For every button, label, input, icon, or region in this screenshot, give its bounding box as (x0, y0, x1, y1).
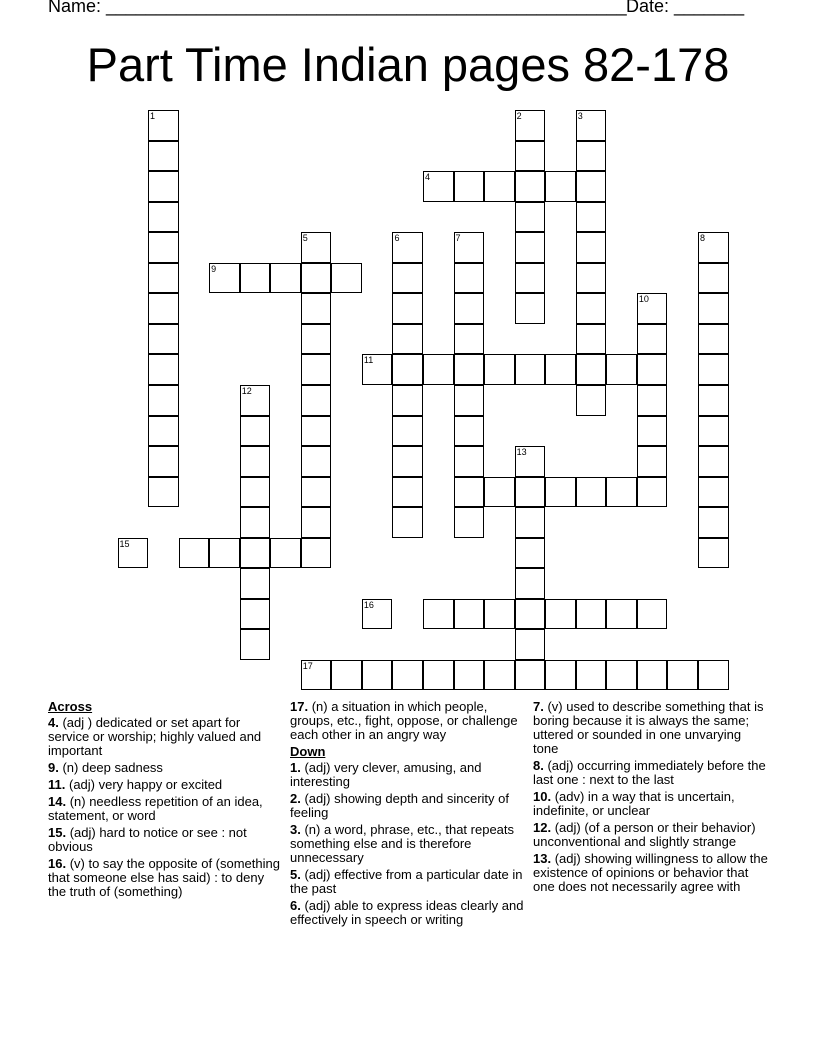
grid-cell[interactable] (392, 263, 423, 294)
across-clue (48, 826, 284, 854)
clue-number: 8 (699, 233, 705, 244)
grid-cell[interactable] (270, 538, 301, 569)
down-clue (533, 759, 769, 787)
grid-cell[interactable] (637, 416, 668, 447)
clue-text: (n) a situation in which people, groups, etc., fight, oppose, or challenge each other in an angry way (290, 699, 518, 742)
clue-text: (v) used to describe something that is boring because it is always the same; uttered or sounded in one unvarying tone (533, 699, 764, 756)
grid-cell[interactable] (637, 324, 668, 355)
grid-cell[interactable] (240, 568, 271, 599)
grid-cell[interactable] (240, 507, 271, 538)
down-clue (533, 700, 769, 756)
clue-number: 12 (241, 385, 252, 396)
grid-cell[interactable] (606, 477, 637, 508)
grid-cell-5[interactable] (301, 232, 332, 263)
name-field-label: Name: ____________________________________________________ (48, 0, 627, 16)
grid-cell[interactable] (515, 538, 546, 569)
grid-cell[interactable] (392, 446, 423, 477)
grid-cell[interactable] (637, 354, 668, 385)
clue-text: (adj) hard to notice or see : not obvious (48, 825, 247, 854)
grid-cell-6[interactable] (392, 232, 423, 263)
clue-number: 9. (48, 760, 59, 775)
across-clue (48, 857, 284, 899)
across-clue (48, 716, 284, 758)
grid-cell[interactable] (270, 263, 301, 294)
grid-cell[interactable] (484, 477, 515, 508)
grid-cell[interactable] (667, 660, 698, 691)
grid-cell[interactable] (515, 293, 546, 324)
grid-cell[interactable] (515, 263, 546, 294)
grid-cell[interactable] (392, 293, 423, 324)
across-heading: Across (48, 699, 93, 714)
grid-cell[interactable] (698, 416, 729, 447)
clue-number: 11 (363, 355, 374, 366)
down-clue (290, 899, 526, 927)
grid-cell[interactable] (423, 599, 454, 630)
grid-cell[interactable] (606, 354, 637, 385)
grid-cell[interactable] (545, 354, 576, 385)
clue-number: 3 (577, 111, 583, 121)
clue-text: (n) needless repetition of an idea, statement, or word (48, 794, 263, 823)
clue-number: 7 (455, 233, 461, 244)
grid-cell[interactable] (362, 660, 393, 691)
clue-number: 15. (48, 825, 67, 840)
grid-cell[interactable] (515, 599, 546, 630)
grid-cell[interactable] (637, 446, 668, 477)
grid-cell[interactable] (515, 232, 546, 263)
grid-cell[interactable] (698, 446, 729, 477)
grid-cell-4[interactable] (423, 171, 454, 202)
down-clue (533, 821, 769, 849)
grid-cell-3[interactable] (576, 110, 607, 141)
down-clue (290, 761, 526, 789)
clues-section (0, 700, 816, 1000)
grid-cell[interactable] (301, 385, 332, 416)
grid-cell[interactable] (392, 324, 423, 355)
clues-column-3 (533, 700, 769, 897)
grid-cell[interactable] (148, 171, 179, 202)
grid-cell-11[interactable] (362, 354, 393, 385)
clue-number: 4. (48, 715, 59, 730)
grid-cell[interactable] (148, 416, 179, 447)
grid-cell[interactable] (515, 171, 546, 202)
grid-cell[interactable] (698, 293, 729, 324)
grid-cell[interactable] (576, 171, 607, 202)
down-clue (290, 823, 526, 865)
clue-number: 10. (533, 789, 552, 804)
grid-cell[interactable] (240, 416, 271, 447)
grid-cell[interactable] (637, 599, 668, 630)
grid-cell[interactable] (698, 263, 729, 294)
clue-number: 16 (363, 599, 374, 610)
grid-cell[interactable] (240, 446, 271, 477)
clue-number: 6 (394, 233, 400, 244)
clue-text: (adj) very clever, amusing, and interesting (290, 760, 482, 789)
clue-number: 15 (119, 538, 130, 549)
grid-cell[interactable] (392, 385, 423, 416)
grid-cell[interactable] (301, 507, 332, 538)
clue-number: 13 (516, 447, 527, 458)
grid-cell[interactable] (576, 293, 607, 324)
clue-text: (adj) occurring immediately before the last one : next to the last (533, 758, 766, 787)
grid-cell-12[interactable] (240, 385, 271, 416)
clue-number: 14. (48, 794, 67, 809)
grid-cell[interactable] (179, 538, 210, 569)
grid-cell[interactable] (454, 446, 485, 477)
grid-cell[interactable] (637, 385, 668, 416)
grid-cell[interactable] (392, 477, 423, 508)
grid-cell[interactable] (331, 660, 362, 691)
grid-cell[interactable] (454, 660, 485, 691)
clue-number: 3. (290, 822, 301, 837)
grid-cell[interactable] (148, 385, 179, 416)
grid-cell[interactable] (392, 416, 423, 447)
grid-cell[interactable] (545, 477, 576, 508)
grid-cell[interactable] (331, 263, 362, 294)
grid-cell[interactable] (698, 385, 729, 416)
grid-cell-10[interactable] (637, 293, 668, 324)
grid-cell[interactable] (606, 660, 637, 691)
grid-cell[interactable] (576, 141, 607, 172)
grid-cell[interactable] (698, 354, 729, 385)
down-clue (533, 852, 769, 894)
clue-number: 12. (533, 820, 552, 835)
clue-text: (adj) showing willingness to allow the existence of opinions or behavior that one does not necessarily agree with (533, 851, 768, 894)
grid-cell[interactable] (392, 507, 423, 538)
clue-text: (n) a word, phrase, etc., that repeats something else and is therefore unnecessary (290, 822, 515, 865)
grid-cell[interactable] (515, 660, 546, 691)
grid-cell[interactable] (576, 324, 607, 355)
down-clue (533, 790, 769, 818)
clue-number: 9 (211, 263, 217, 274)
grid-cell[interactable] (148, 446, 179, 477)
grid-cell[interactable] (576, 660, 607, 691)
grid-cell[interactable] (454, 263, 485, 294)
grid-cell[interactable] (576, 477, 607, 508)
grid-cell-1[interactable] (148, 110, 179, 141)
grid-cell[interactable] (698, 477, 729, 508)
grid-cell[interactable] (484, 354, 515, 385)
clue-number: 11. (48, 777, 66, 792)
grid-cell[interactable] (515, 477, 546, 508)
grid-cell-2[interactable] (515, 110, 546, 141)
grid-cell[interactable] (454, 324, 485, 355)
across-clue (290, 700, 526, 742)
grid-cell[interactable] (148, 477, 179, 508)
grid-cell-17[interactable] (301, 660, 332, 691)
clue-text: (v) to say the opposite of (something that someone else has said) : to deny the truth of (something) (48, 856, 280, 899)
clue-number: 10 (638, 294, 649, 305)
grid-cell[interactable] (576, 232, 607, 263)
grid-cell[interactable] (301, 293, 332, 324)
across-clue (48, 795, 284, 823)
grid-cell[interactable] (240, 599, 271, 630)
grid-cell[interactable] (454, 354, 485, 385)
grid-cell[interactable] (637, 477, 668, 508)
grid-cell[interactable] (454, 507, 485, 538)
grid-cell[interactable] (301, 354, 332, 385)
grid-cell[interactable] (576, 263, 607, 294)
clue-text: (adv) in a way that is uncertain, indefinite, or unclear (533, 789, 735, 818)
grid-cell[interactable] (301, 477, 332, 508)
down-clue (290, 792, 526, 820)
clue-number: 1 (150, 111, 156, 121)
grid-cell-9[interactable] (209, 263, 240, 294)
grid-cell[interactable] (240, 263, 271, 294)
clue-number: 2 (516, 111, 522, 121)
grid-cell[interactable] (454, 293, 485, 324)
grid-cell[interactable] (392, 354, 423, 385)
grid-cell-8[interactable] (698, 232, 729, 263)
grid-cell[interactable] (209, 538, 240, 569)
down-heading: Down (290, 744, 326, 759)
grid-cell[interactable] (454, 477, 485, 508)
grid-cell[interactable] (515, 629, 546, 660)
across-clue (48, 761, 284, 775)
clue-number: 4 (425, 172, 431, 183)
clues-column-2 (290, 700, 526, 930)
grid-cell[interactable] (240, 477, 271, 508)
clue-number: 17 (302, 660, 313, 671)
clue-number: 6. (290, 898, 301, 913)
clue-text: (adj) (of a person or their behavior) unconventional and slightly strange (533, 820, 756, 849)
clue-number: 8. (533, 758, 544, 773)
grid-cell[interactable] (454, 416, 485, 447)
grid-cell[interactable] (545, 660, 576, 691)
clue-number: 5. (290, 867, 301, 882)
down-clue (290, 868, 526, 896)
grid-cell-7[interactable] (454, 232, 485, 263)
clue-number: 13. (533, 851, 552, 866)
grid-cell[interactable] (392, 660, 423, 691)
clue-number: 1. (290, 760, 301, 775)
grid-cell[interactable] (301, 416, 332, 447)
grid-cell[interactable] (484, 660, 515, 691)
grid-cell[interactable] (515, 507, 546, 538)
grid-cell-16[interactable] (362, 599, 393, 630)
grid-cell[interactable] (576, 202, 607, 233)
grid-cell[interactable] (423, 660, 454, 691)
page-title: Part Time Indian pages 82-178 (86, 38, 730, 91)
grid-cell[interactable] (454, 171, 485, 202)
grid-cell[interactable] (423, 354, 454, 385)
grid-cell[interactable] (301, 538, 332, 569)
grid-cell[interactable] (301, 446, 332, 477)
grid-cell[interactable] (484, 599, 515, 630)
clue-text: (adj) effective from a particular date in the past (290, 867, 523, 896)
clue-text: (adj ) dedicated or set apart for service or worship; highly valued and important (48, 715, 262, 758)
grid-cell[interactable] (576, 599, 607, 630)
grid-cell[interactable] (515, 141, 546, 172)
grid-cell[interactable] (698, 660, 729, 691)
grid-cell[interactable] (240, 538, 271, 569)
grid-cell[interactable] (148, 324, 179, 355)
grid-cell[interactable] (698, 507, 729, 538)
clue-number: 7. (533, 699, 544, 714)
clue-text: (adj) able to express ideas clearly and effectively in speech or writing (290, 898, 524, 927)
grid-cell[interactable] (301, 324, 332, 355)
grid-cell[interactable] (606, 599, 637, 630)
grid-cell[interactable] (301, 263, 332, 294)
grid-cell[interactable] (637, 660, 668, 691)
grid-cell-13[interactable] (515, 446, 546, 477)
grid-cell[interactable] (148, 263, 179, 294)
clue-number: 17. (290, 699, 309, 714)
clue-text: (adj) very happy or excited (68, 777, 223, 792)
grid-cell[interactable] (148, 141, 179, 172)
grid-cell[interactable] (148, 293, 179, 324)
grid-cell[interactable] (148, 354, 179, 385)
grid-cell[interactable] (576, 354, 607, 385)
grid-cell[interactable] (148, 232, 179, 263)
grid-cell[interactable] (454, 599, 485, 630)
clue-text: (n) deep sadness (62, 760, 163, 775)
clue-number: 16. (48, 856, 67, 871)
grid-cell[interactable] (545, 171, 576, 202)
grid-cell-15[interactable] (118, 538, 149, 569)
grid-cell[interactable] (576, 385, 607, 416)
clue-text: (adj) showing depth and sincerity of feeling (290, 791, 509, 820)
grid-cell[interactable] (545, 599, 576, 630)
grid-cell[interactable] (698, 324, 729, 355)
grid-cell[interactable] (698, 538, 729, 569)
across-clue (48, 778, 284, 792)
grid-cell[interactable] (148, 202, 179, 233)
grid-cell[interactable] (515, 202, 546, 233)
date-field-label: Date: _______ (626, 0, 745, 16)
clue-number: 5 (302, 233, 308, 244)
clue-number: 2. (290, 791, 301, 806)
grid-cell[interactable] (515, 354, 546, 385)
grid-cell[interactable] (484, 171, 515, 202)
grid-cell[interactable] (515, 568, 546, 599)
clues-column-1 (48, 700, 284, 902)
grid-cell[interactable] (454, 385, 485, 416)
grid-cell[interactable] (240, 629, 271, 660)
